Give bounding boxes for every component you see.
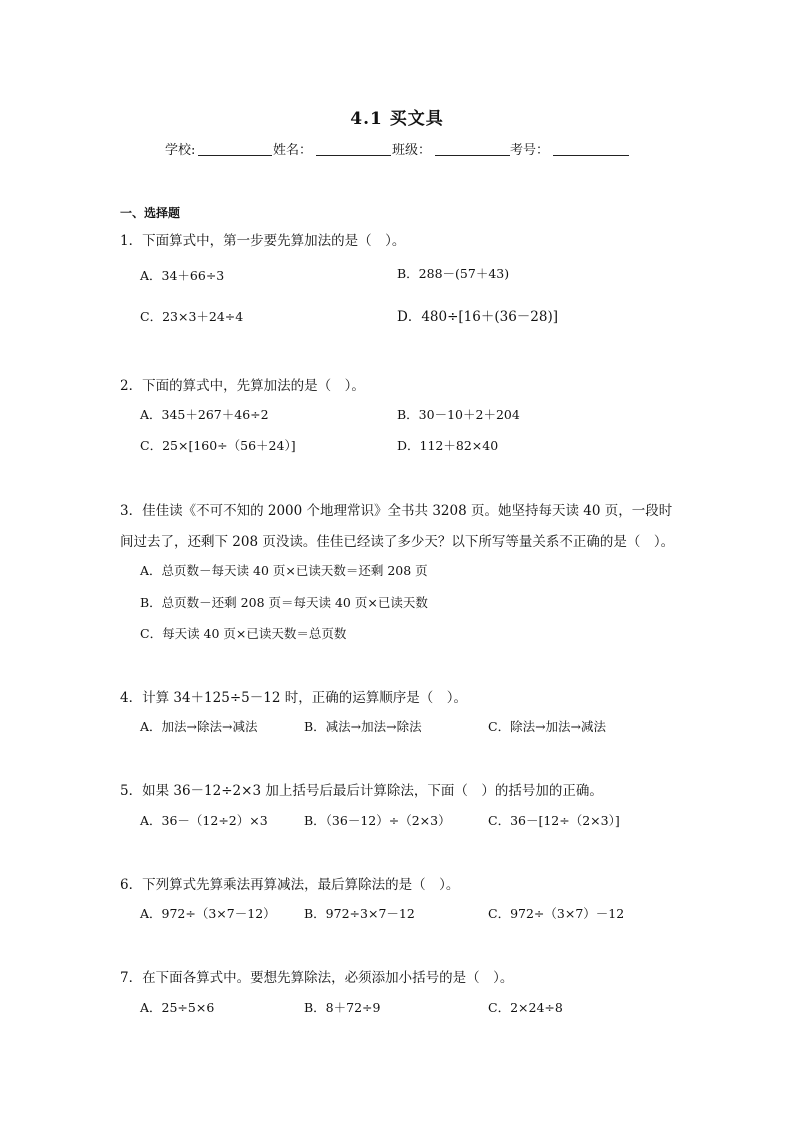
q5-option-b[interactable]: B．（36－12）÷（2×3） — [304, 813, 451, 828]
number-blank[interactable] — [553, 155, 629, 156]
question-7-stem: 7．在下面各算式中。要想先算除法，必须添加小括号的是（ ）。 — [120, 970, 514, 986]
q2-option-a[interactable]: A．345＋267＋46÷2 — [140, 407, 269, 422]
q3-option-b[interactable]: B．总页数－还剩 208 页＝每天读 40 页×已读天数 — [140, 595, 428, 610]
section-heading: 一、选择题 — [120, 206, 181, 220]
name-label: 姓名： — [273, 143, 313, 158]
q4-option-c[interactable]: C．除法→加法→减法 — [488, 719, 607, 734]
number-label: 考号： — [510, 143, 550, 158]
page-title: 4.1 买文具 — [350, 109, 444, 129]
q2-option-d[interactable]: D．112＋82×40 — [397, 438, 499, 453]
q1-option-a[interactable]: A．34＋66÷3 — [140, 268, 225, 283]
question-6-stem: 6．下列算式先算乘法再算减法，最后算除法的是（ ）。 — [120, 877, 460, 893]
school-blank[interactable] — [198, 155, 272, 156]
q7-option-c[interactable]: C．2×24÷8 — [488, 1000, 563, 1015]
q2-option-b[interactable]: B．30－10＋2＋204 — [397, 407, 520, 422]
class-label: 班级： — [392, 143, 432, 158]
q6-option-b[interactable]: B．972÷3×7－12 — [304, 906, 415, 921]
q4-option-a[interactable]: A．加法→除法→减法 — [140, 719, 258, 734]
question-5-stem: 5．如果 36－12÷2×3 加上括号后最后计算除法，下面（ ）的括号加的正确。 — [120, 783, 603, 799]
q1-option-c[interactable]: C．23×3＋24÷4 — [140, 309, 244, 324]
q1-option-b[interactable]: B．288－(57＋43) — [397, 266, 510, 281]
school-label: 学校: — [165, 143, 196, 158]
question-1-stem: 1．下面算式中，第一步要先算加法的是（ ）。 — [120, 233, 406, 249]
question-3-stem-line1: 3．佳佳读《不可不知的 2000 个地理常识》全书共 3208 页。她坚持每天读 40 页，一段时 — [120, 503, 673, 519]
question-3-stem-line2: 间过去了，还剩下 208 页没读。佳佳已经读了多少天？以下所写等量关系不正确的是（ ）。 — [120, 534, 675, 550]
question-2-stem: 2．下面的算式中，先算加法的是（ ）。 — [120, 378, 365, 394]
q6-option-c[interactable]: C．972÷（3×7）－12 — [488, 906, 625, 921]
class-blank[interactable] — [435, 155, 510, 156]
name-blank[interactable] — [316, 155, 391, 156]
q7-option-a[interactable]: A．25÷5×6 — [140, 1000, 215, 1015]
q1-option-d[interactable]: D．480÷[16＋(36－28)] — [397, 309, 559, 325]
q3-option-a[interactable]: A．总页数－每天读 40 页×已读天数＝还剩 208 页 — [140, 563, 428, 578]
q5-option-c[interactable]: C．36－[12÷（2×3）] — [488, 813, 620, 828]
q7-option-b[interactable]: B．8＋72÷9 — [304, 1000, 381, 1015]
q3-option-c[interactable]: C．每天读 40 页×已读天数＝总页数 — [140, 626, 347, 641]
q5-option-a[interactable]: A．36－（12÷2）×3 — [140, 813, 268, 828]
q4-option-b[interactable]: B．减法→加法→除法 — [304, 719, 422, 734]
q6-option-a[interactable]: A．972÷（3×7－12） — [140, 906, 276, 921]
q2-option-c[interactable]: C．25×[160÷（56＋24）] — [140, 438, 296, 453]
question-4-stem: 4．计算 34＋125÷5－12 时，正确的运算顺序是（ ）。 — [120, 690, 467, 706]
